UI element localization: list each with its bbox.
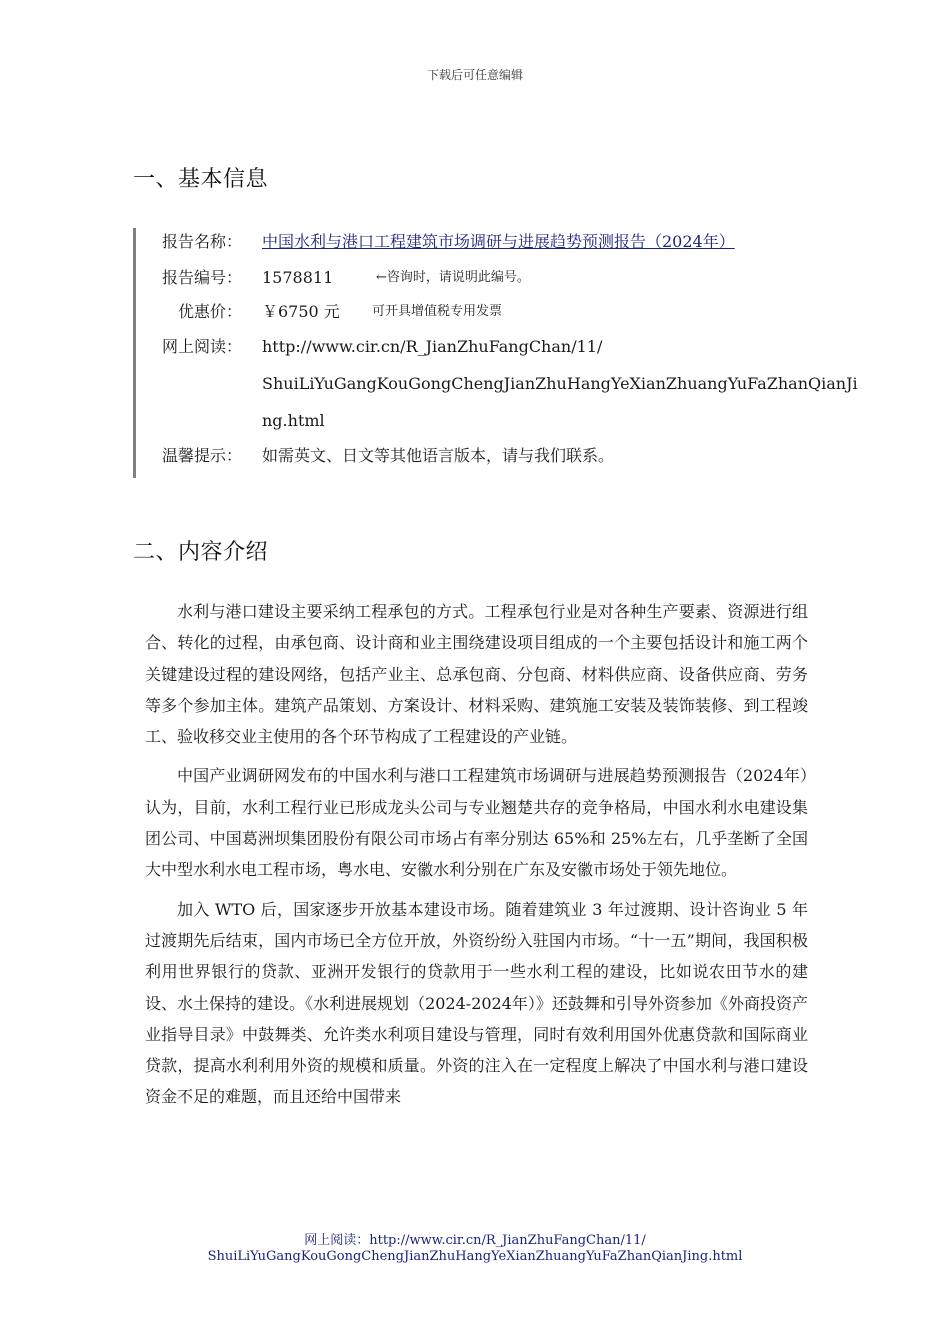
- report-name-link[interactable]: 中国水利与港口工程建筑市场调研与进展趋势预测报告（2024年）: [262, 232, 735, 251]
- info-row-report-code: [158, 268, 530, 288]
- report-code-note: ←咨询时，请说明此编号。: [376, 270, 530, 285]
- price-value: ￥6750 元: [262, 302, 340, 321]
- page-footer: [0, 1233, 950, 1265]
- info-row-tip: [158, 446, 615, 466]
- paragraph: 中国产业调研网发布的中国水利与港口工程建筑市场调研与进展趋势预测报告（2024年）认为，目前，水利工程行业已形成龙头公司与专业翘楚共存的竞争格局，中国水利水电建设集团公司、中国葛洲坝集团股份有限公司市场占有率分别达 65%和 25%左右，几乎垄断了全国大中型水利水电工程市场，粤水电、安徽水利分别在广东及安徽市场处于领先地位。: [145, 766, 808, 880]
- tip-label: 温馨提示：: [161, 446, 242, 465]
- online-url-line-3[interactable]: ng.html: [262, 411, 325, 430]
- info-row-price: [158, 302, 503, 322]
- invoice-note: 可开具增值税专用发票: [372, 304, 503, 319]
- info-row-online-url-end: [158, 411, 325, 431]
- online-url-line-1[interactable]: http://www.cir.cn/R_JianZhuFangChan/11/: [262, 337, 603, 356]
- page-header-note: 下载后可任意编辑: [426, 68, 523, 82]
- info-row-online-url-cont: [158, 374, 858, 394]
- footer-url-line-2[interactable]: ShuiLiYuGangKouGongChengJianZhuHangYeXianZhuangYuFaZhanQianJing.html: [207, 1249, 743, 1264]
- report-name-label: 报告名称：: [161, 232, 242, 251]
- info-row-online-url: [158, 337, 603, 357]
- report-code-value: 1578811: [262, 268, 334, 287]
- online-url-line-2[interactable]: ShuiLiYuGangKouGongChengJianZhuHangYeXianZhuangYuFaZhanQianJi: [262, 374, 858, 393]
- content-body: [145, 596, 808, 1121]
- report-code-label: 报告编号：: [161, 268, 242, 287]
- footer-url-line-1[interactable]: 网上阅读：http://www.cir.cn/R_JianZhuFangChan/11/: [304, 1233, 646, 1248]
- basic-info-box: [133, 228, 858, 478]
- section-content-intro-title: 二、内容介绍: [133, 540, 269, 565]
- info-row-report-name: [158, 232, 735, 252]
- price-label: 优惠价：: [177, 302, 242, 321]
- paragraph: 加入 WTO 后，国家逐步开放基本建设市场。随着建筑业 3 年过渡期、设计咨询业 5 年过渡期先后结束，国内市场已全方位开放，外资纷纷入驻国内市场。“十一五”期间，我国积极利用世界银行的贷款、亚洲开发银行的贷款用于一些水利工程的建设，比如说农田节水的建设、水土保持的建设。《水利进展规划（2024-2024年）》还鼓舞和引导外资参加《外商投资产业指导目录》中鼓舞类、允许类水利项目建设与管理，同时有效利用国外优惠贷款和国际商业贷款，提高水利利用外资的规模和质量。外资的注入在一定程度上解决了中国水利与港口建设资金不足的难题，而且还给中国带来: [145, 899, 808, 1107]
- paragraph: 水利与港口建设主要采纳工程承包的方式。工程承包行业是对各种生产要素、资源进行组合、转化的过程，由承包商、设计商和业主围绕建设项目组成的一个主要包括设计和施工两个关键建设过程的建设网络，包括产业主、总承包商、分包商、材料供应商、设备供应商、劳务等多个参加主体。建筑产品策划、方案设计、材料采购、建筑施工安装及装饰装修、到工程竣工、验收移交业主使用的各个环节构成了工程建设的产业链。: [145, 602, 808, 747]
- online-read-label: 网上阅读：: [161, 337, 242, 356]
- tip-value: 如需英文、日文等其他语言版本，请与我们联系。: [262, 446, 615, 465]
- section-basic-info-title: 一、基本信息: [133, 167, 269, 192]
